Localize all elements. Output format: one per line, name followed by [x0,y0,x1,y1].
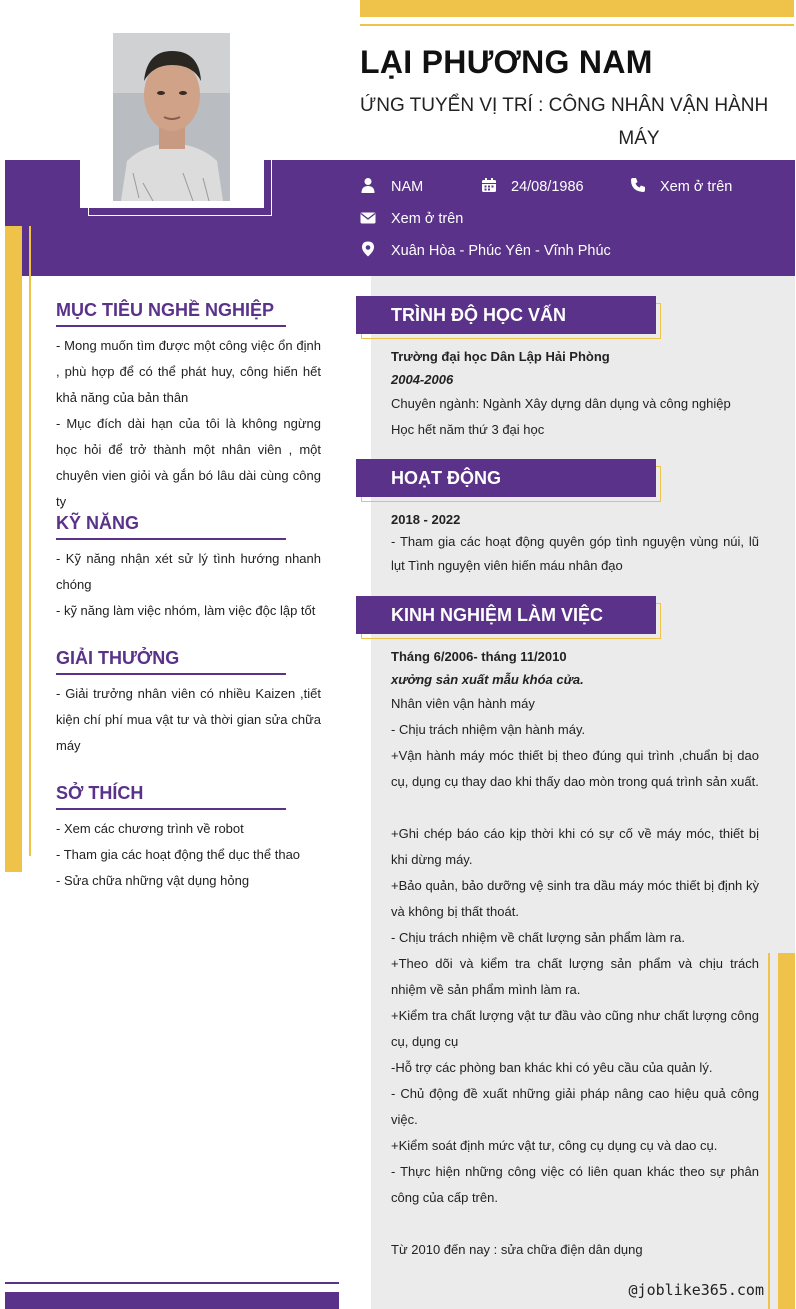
position-line-2: MÁY [618,128,660,149]
experience-duty: - Chịu trách nhiệm về chất lượng sản phẩm làm ra. [391,930,685,945]
phone-value: Xem ở trên [660,179,733,195]
education-school: Trường đại học Dân Lập Hải Phòng [391,349,610,364]
experience-role: Nhân viên vận hành máy [391,696,535,711]
objective-underline [56,325,286,327]
hobbies-title: SỞ THÍCH [56,783,144,803]
gold-top-bar [360,0,794,17]
objective-paragraph-1: - Mong muốn tìm được một công việc ổn định , phù hợp để có thể phát huy, công hiến hết khả năng của bản thân [56,338,321,405]
experience-duty: - Chịu trách nhiệm vận hành máy. [391,722,586,737]
education-title: TRÌNH ĐỘ HỌC VẤN [356,296,656,334]
experience-duty: -Hỗ trợ các phòng ban khác khi có yêu cầu của quản lý. [391,1060,713,1075]
gold-left-bar [5,226,22,872]
awards-title: GIẢI THƯỞNG [56,648,180,668]
birthday-value: 24/08/1986 [511,179,584,195]
experience-duty: +Kiểm soát định mức vật tư, công cụ dụng cụ và dao cụ. [391,1138,718,1153]
experience-company: xưởng sản xuất mẫu khóa cửa. [391,672,584,687]
hobbies-underline [56,808,286,810]
experience-duty: +Kiểm tra chất lượng vật tư đầu vào cũng như chất lượng công cụ, dụng cụ [391,1008,759,1049]
education-years: 2004-2006 [391,372,454,387]
gold-left-line [29,226,31,856]
experience-period: Tháng 6/2006- tháng 11/2010 [391,649,567,664]
email-value: Xem ở trên [391,211,464,227]
watermark: @joblike365.com [628,1281,764,1299]
awards-paragraph-1: - Giải trưởng nhân viên có nhiều Kaizen ,tiết kiện chí phí mua vật tư và thời gian sửa chữa máy [56,686,321,753]
location-pin-icon [360,241,376,262]
education-note: Học hết năm thứ 3 đại học [391,422,545,437]
gold-top-line [360,24,794,26]
experience-duty: - Chủ động đề xuất những giải pháp nâng cao hiệu quả công việc. [391,1086,759,1127]
gold-right-line [768,953,770,1309]
hobby-item: - Xem các chương trình về robot [56,821,244,836]
envelope-icon [360,210,376,231]
avatar-portrait [113,33,230,201]
activities-period: 2018 - 2022 [391,512,461,527]
experience-duty: - Thực hiện những công việc có liên quan khác theo sự phân công của cấp trên. [391,1164,759,1205]
skills-paragraph-1: - Kỹ năng nhận xét sử lý tình hướng nhanh chóng [56,551,321,592]
experience-title: KINH NGHIỆM LÀM VIỆC [356,596,656,634]
education-major: Chuyên ngành: Ngành Xây dựng dân dụng và công nghiệp [391,396,731,411]
awards-underline [56,673,286,675]
address-value: Xuân Hòa - Phúc Yên - Vĩnh Phúc [391,243,611,259]
skills-title: KỸ NĂNG [56,513,140,533]
phone-icon [630,177,646,198]
candidate-name: LẠI PHƯƠNG NAM [360,44,653,80]
experience-duty: +Bảo quản, bảo dưỡng vệ sinh tra dầu máy móc thiết bị định kỳ và không bị thất thoát. [391,878,759,919]
skills-underline [56,538,286,540]
activities-description: - Tham gia các hoạt động quyên góp tình nguyện vùng núi, lũ lụt Tình nguyện viên hiến máu nhân đạo [391,534,759,573]
objective-title: MỤC TIÊU NGHỀ NGHIỆP [56,300,275,320]
avatar [113,33,230,201]
gender-value: NAM [391,179,424,195]
bottom-purple-line [5,1282,339,1284]
gold-right-bar [778,953,795,1309]
experience-duty: +Theo dõi và kiểm tra chất lượng sản phẩm và chịu trách nhiệm về sản phẩm mình làm ra. [391,956,759,997]
skills-paragraph-2: - kỹ năng làm việc nhóm, làm việc độc lập tốt [56,603,316,618]
hobby-item: - Tham gia các hoạt động thể dục thể thao [56,847,301,862]
experience-duty: +Ghi chép báo cáo kịp thời khi có sự cố về máy móc, thiết bị khi dừng máy. [391,826,759,867]
bottom-purple-bar [5,1292,339,1309]
experience-current: Từ 2010 đến nay : sửa chữa điện dân dụng [391,1242,643,1257]
person-icon [360,177,376,198]
position-line-1: ỨNG TUYỂN VỊ TRÍ : CÔNG NHÂN VẬN HÀNH [360,95,769,116]
experience-duty: +Vận hành máy móc thiết bị theo đúng qui trình ,chuẩn bị dao cụ, dụng cụ thay dao khi thấy dao mòn trong quá trình sản xuất. [391,748,759,789]
calendar-icon [481,177,497,198]
objective-paragraph-2: - Mục đích dài hạn của tôi là không ngừng học hỏi để trở thành một nhân viên , một chuyên vien giỏi và gắn bó lâu dài cùng công ty [56,416,321,509]
hobby-item: - Sửa chữa những vật dụng hỏng [56,873,250,888]
activities-title: HOẠT ĐỘNG [356,459,656,497]
